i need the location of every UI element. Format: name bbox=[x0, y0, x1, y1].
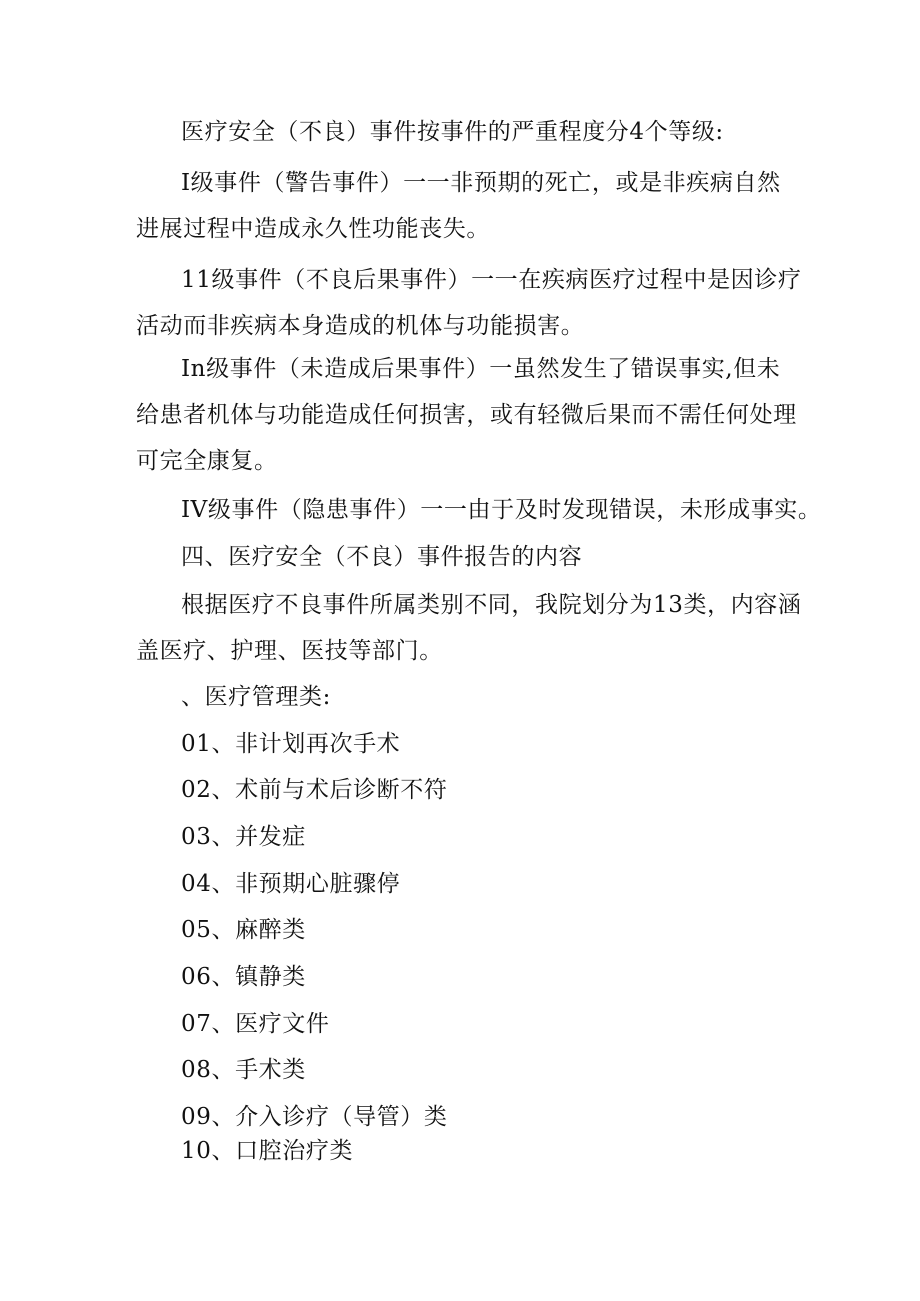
list-item: 08、手术类 bbox=[181, 1057, 306, 1083]
list-item: 07、医疗文件 bbox=[181, 1011, 330, 1037]
grading-intro: 医疗安全（不良）事件按事件的严重程度分4个等级: bbox=[181, 119, 724, 145]
subsection-heading: 、医疗管理类: bbox=[181, 684, 331, 710]
level-1-line-1: I级事件（警告事件）一一非预期的死亡，或是非疾病自然 bbox=[181, 170, 781, 196]
list-item: 10、口腔治疗类 bbox=[181, 1138, 354, 1164]
level-3-line-1: In级事件（未造成后果事件）一虽然发生了错误事实,但未 bbox=[181, 356, 781, 382]
level-1-line-2: 进展过程中造成永久性功能丧失。 bbox=[136, 216, 490, 242]
category-paragraph-line-2: 盖医疗、护理、医技等部门。 bbox=[136, 638, 443, 664]
level-2-line-2: 活动而非疾病本身造成的机体与功能损害。 bbox=[136, 313, 585, 339]
list-item: 09、介入诊疗（导管）类 bbox=[181, 1104, 448, 1130]
list-item: 02、术前与术后诊断不符 bbox=[181, 777, 448, 803]
level-3-line-3: 可完全康复。 bbox=[136, 448, 278, 474]
section-heading: 四、医疗安全（不良）事件报告的内容 bbox=[181, 544, 583, 570]
level-3-line-2: 给患者机体与功能造成任何损害，或有轻微后果而不需任何处理 bbox=[136, 402, 797, 428]
level-4-line: IV级事件（隐患事件）一一由于及时发现错误，未形成事实。 bbox=[181, 497, 822, 523]
category-paragraph-line-1: 根据医疗不良事件所属类别不同，我院划分为13类，内容涵 bbox=[181, 592, 802, 618]
list-item: 01、非计划再次手术 bbox=[181, 731, 401, 757]
list-item: 03、并发症 bbox=[181, 824, 306, 850]
list-item: 06、镇静类 bbox=[181, 964, 306, 990]
list-item: 04、非预期心脏骤停 bbox=[181, 871, 401, 897]
list-item: 05、麻醉类 bbox=[181, 917, 306, 943]
level-2-line-1: 11级事件（不良后果事件）一一在疾病医疗过程中是因诊疗 bbox=[181, 267, 802, 293]
